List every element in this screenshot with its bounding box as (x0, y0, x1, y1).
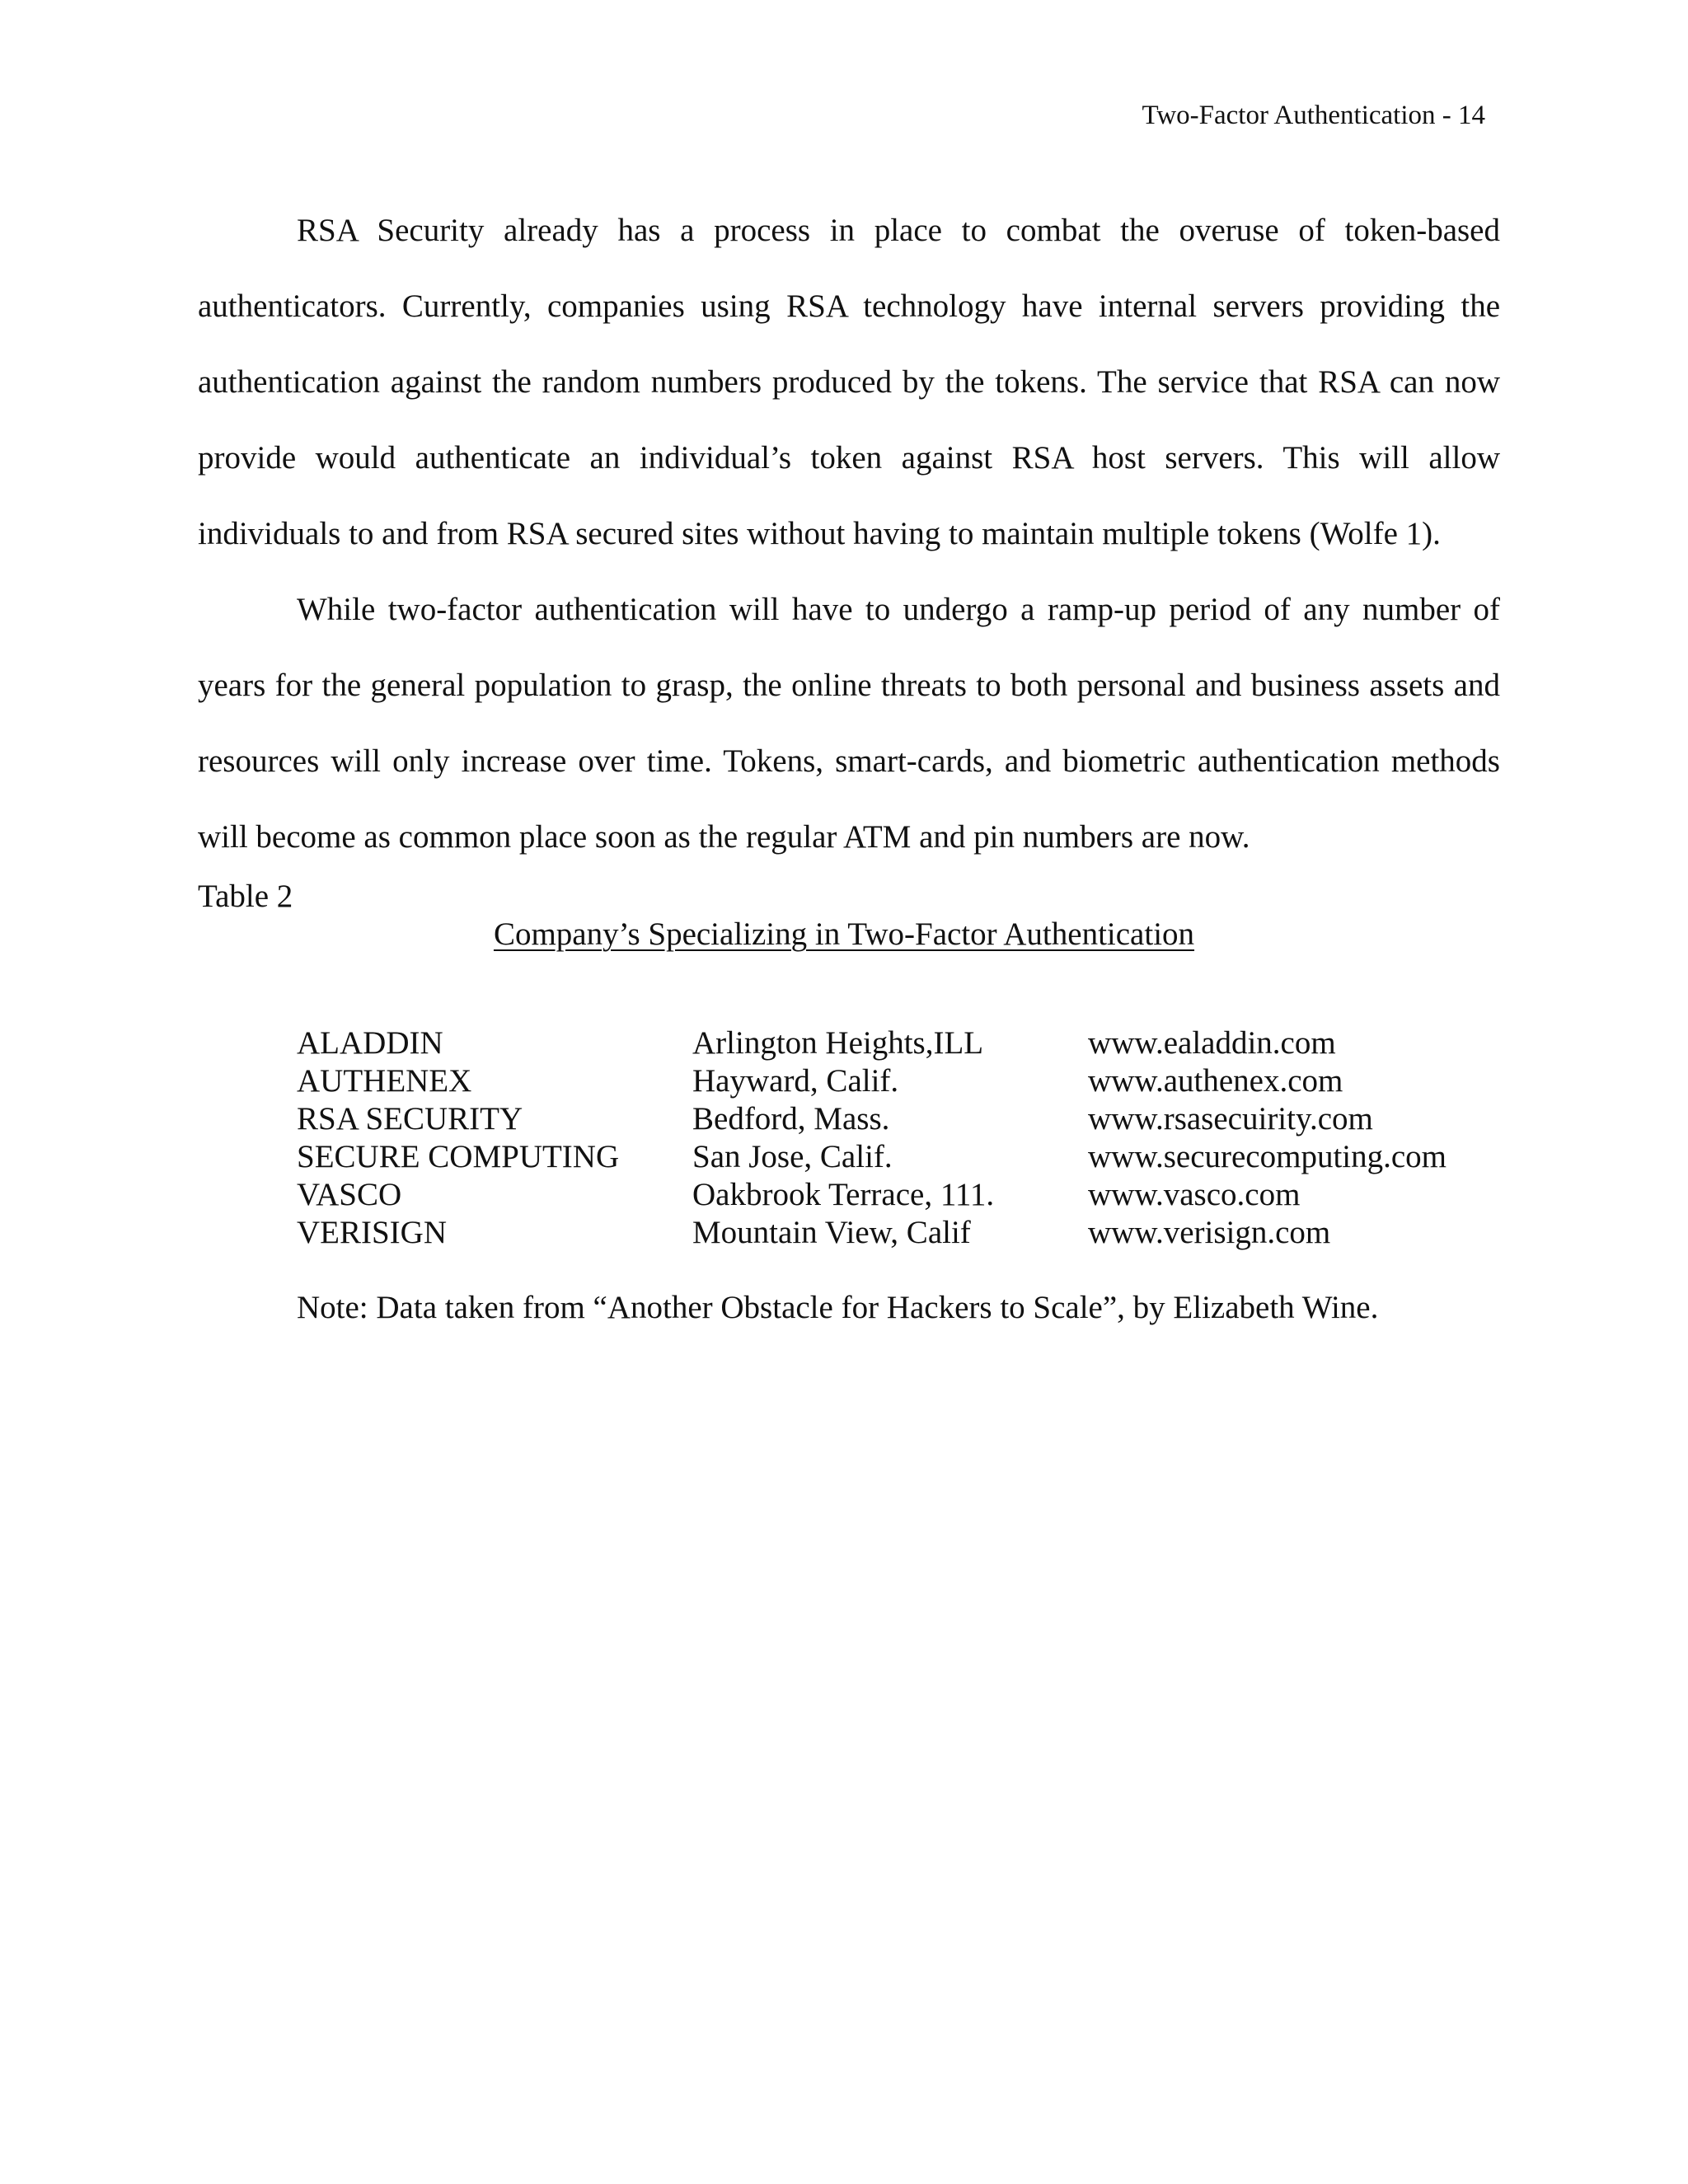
company-location-cell: San Jose, Calif. (692, 1139, 893, 1174)
table-row (297, 1214, 1500, 1252)
company-location-cell: Bedford, Mass. (692, 1101, 890, 1137)
table-row (297, 1024, 1500, 1062)
table-title (0, 915, 1688, 954)
company-table (297, 1024, 1500, 1252)
company-location-cell: Hayward, Calif. (692, 1063, 899, 1099)
table-label: Table 2 (198, 879, 293, 914)
company-name-cell: RSA SECURITY (297, 1101, 523, 1137)
paragraph-rsa-service: RSA Security already has a process in place to combat the overuse of token-based authenticators. Currently, companies using RSA technology have internal servers providing the authentication against the random numbers produced by the tokens. The service that RSA can now provide would authenticate an individual’s token against RSA host servers. This will allow individuals to and from RSA secured sites without having to maintain multiple tokens (Wolfe 1). (198, 213, 1500, 551)
table-title-text: Company’s Specializing in Two-Factor Authentication (493, 916, 1195, 952)
table-row (297, 1100, 1500, 1138)
table-row (297, 1176, 1500, 1214)
company-url-cell: www.vasco.com (1088, 1177, 1301, 1212)
company-location-cell: Mountain View, Calif (692, 1215, 971, 1250)
running-head: Two-Factor Authentication - 14 (1142, 101, 1485, 130)
company-url-cell: www.verisign.com (1088, 1215, 1331, 1250)
company-name-cell: AUTHENEX (297, 1063, 472, 1099)
company-url-cell: www.ealaddin.com (1088, 1025, 1336, 1061)
paragraph-two-factor-adoption: While two-factor authentication will have to undergo a ramp-up period of any number of years for the general population to grasp, the online threats to both personal and business assets and resources will only increase over time. Tokens, smart-cards, and biometric authentication methods will become as common place soon as the regular ATM and pin numbers are now. (198, 592, 1500, 855)
body-text (198, 193, 1500, 875)
company-location-cell: Oakbrook Terrace, 111. (692, 1177, 995, 1212)
table-note: Note: Data taken from “Another Obstacle for Hackers to Scale”, by Elizabeth Wine. (297, 1290, 1379, 1325)
table-row (297, 1138, 1500, 1176)
company-name-cell: VASCO (297, 1177, 402, 1212)
company-location-cell: Arlington Heights,ILL (692, 1025, 984, 1061)
company-url-cell: www.rsasecuirity.com (1088, 1101, 1373, 1137)
company-name-cell: VERISIGN (297, 1215, 447, 1250)
company-url-cell: www.securecomputing.com (1088, 1139, 1447, 1174)
company-url-cell: www.authenex.com (1088, 1063, 1343, 1099)
table-row (297, 1062, 1500, 1100)
company-name-cell: ALADDIN (297, 1025, 443, 1061)
company-name-cell: SECURE COMPUTING (297, 1139, 620, 1174)
